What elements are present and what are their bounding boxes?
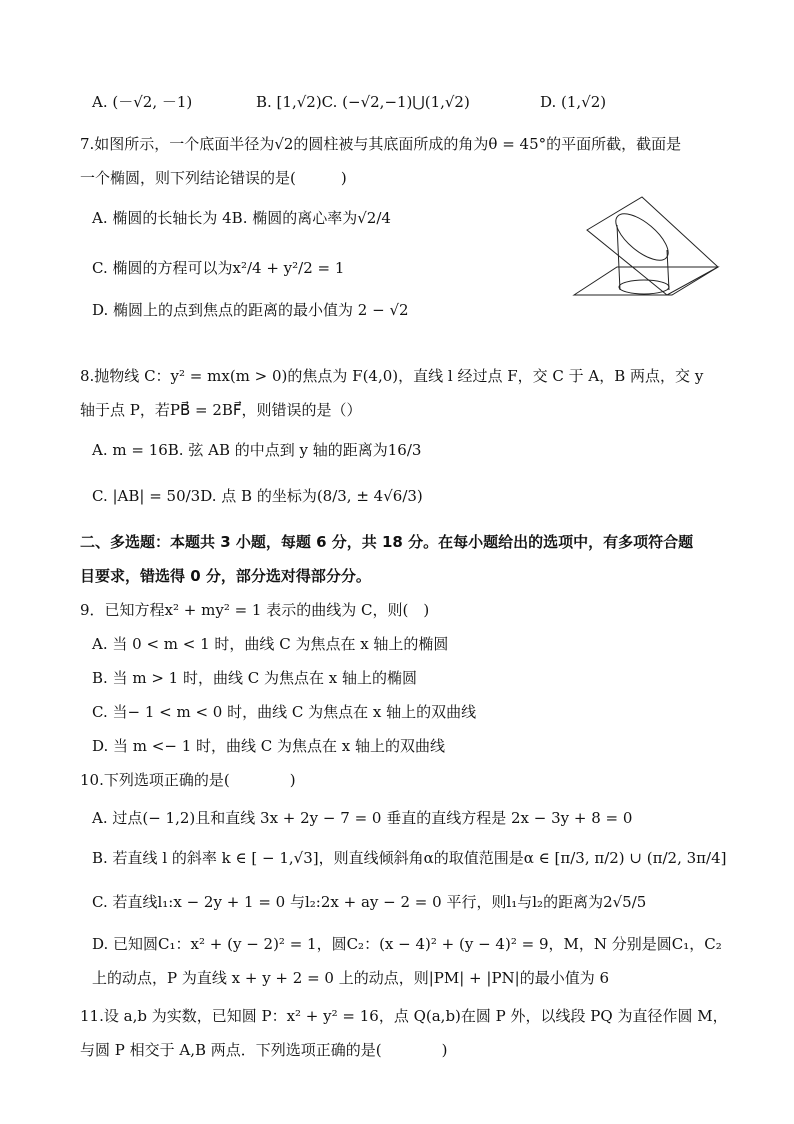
q9-option-d: D. 当 m <− 1 时，曲线 C 为焦点在 x 轴上的双曲线 <box>92 737 446 755</box>
q6-option-d: D. (1,√2) <box>540 93 607 111</box>
q7-option-ab: A. 椭圆的长轴长为 4B. 椭圆的离心率为√2/4 <box>92 209 391 227</box>
section-heading-line2: 目要求，错选得 0 分，部分选对得部分分。 <box>80 567 371 585</box>
q10-option-b: B. 若直线 l 的斜率 k ∈ [ − 1,√3]，则直线倾斜角α的取值范围是α ∈ [π/3, π/2) ∪ (π/2, 3π/4] <box>92 849 727 867</box>
q10-option-a: A. 过点(− 1,2)且和直线 3x + 2y − 7 = 0 垂直的直线方程是 2x − 3y + 8 = 0 <box>92 809 633 827</box>
q9-stem: 9．已知方程x² + my² = 1 表示的曲线为 C，则( ) <box>80 601 430 619</box>
q11-stem-line1: 11.设 a,b 为实数，已知圆 P：x² + y² = 16，点 Q(a,b)在圆 P 外，以线段 PQ 为直径作圆 M， <box>80 1007 728 1025</box>
q9-option-b: B. 当 m > 1 时，曲线 C 为焦点在 x 轴上的椭圆 <box>92 669 417 687</box>
q7-stem-line2: 一个椭圆，则下列结论错误的是( ) <box>80 169 347 187</box>
q9-option-c: C. 当− 1 < m < 0 时，曲线 C 为焦点在 x 轴上的双曲线 <box>92 703 477 721</box>
q9-option-a: A. 当 0 < m < 1 时，曲线 C 为焦点在 x 轴上的椭圆 <box>92 635 449 653</box>
q8-option-cd: C. |AB| = 50/3D. 点 B 的坐标为(8/3, ± 4√6/3) <box>92 487 423 505</box>
q8-stem-line2: 轴于点 P，若PB⃗ = 2BF⃗，则错误的是（） <box>80 401 362 419</box>
q8-option-ab: A. m = 16B. 弦 AB 的中点到 y 轴的距离为16/3 <box>92 441 422 459</box>
q10-option-d-line1: D. 已知圆C₁：x² + (y − 2)² = 1，圆C₂：(x − 4)² + (y − 4)² = 9，M，N 分别是圆C₁，C₂ <box>92 935 722 953</box>
cylinder-plane-figure <box>572 195 722 305</box>
q7-option-c: C. 椭圆的方程可以为x²/4 + y²/2 = 1 <box>92 259 345 277</box>
q10-option-d-line2: 上的动点，P 为直线 x + y + 2 = 0 上的动点，则|PM| + |PN|的最小值为 6 <box>92 969 610 987</box>
q6-option-a: A. (－√2, －1) <box>92 93 193 111</box>
q10-option-c: C. 若直线l₁:x − 2y + 1 = 0 与l₂:2x + ay − 2 = 0 平行，则l₁与l₂的距离为2√5/5 <box>92 893 647 911</box>
q7-stem-line1: 7.如图所示，一个底面半径为√2的圆柱被与其底面所成的角为θ = 45°的平面所截，截面是 <box>80 135 682 153</box>
q10-stem: 10.下列选项正确的是( ) <box>80 771 296 789</box>
section-heading-line1: 二、多选题：本题共 3 小题，每题 6 分，共 18 分。在每小题给出的选项中，有多项符合题 <box>80 533 694 551</box>
q8-stem-line1: 8.抛物线 C：y² = mx(m > 0)的焦点为 F(4,0)，直线 l 经过点 F，交 C 于 A，B 两点，交 y <box>80 367 704 385</box>
q6-option-bc: B. [1,√2)C. (−√2,−1)⋃(1,√2) <box>256 93 470 111</box>
q11-stem-line2: 与圆 P 相交于 A,B 两点．下列选项正确的是( ) <box>80 1041 448 1059</box>
q7-option-d: D. 椭圆上的点到焦点的距离的最小值为 2 − √2 <box>92 301 409 319</box>
